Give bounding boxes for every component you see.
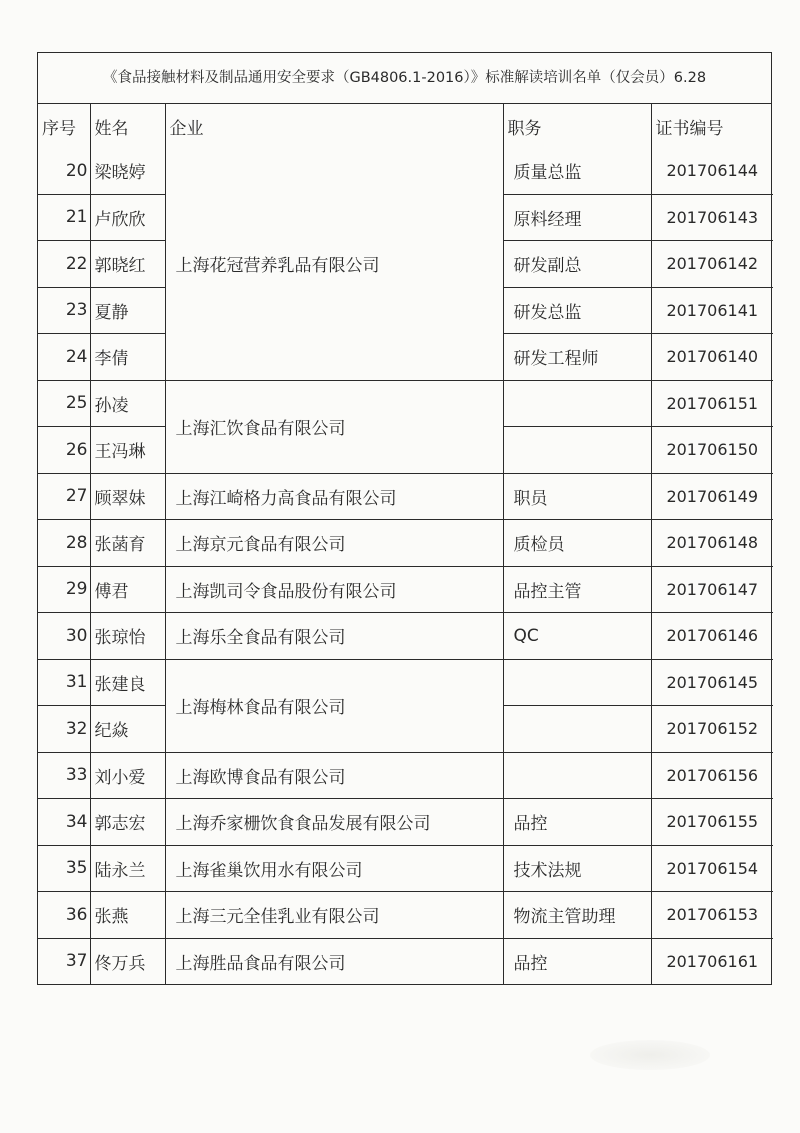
row-name: 卢欣欣 — [90, 194, 165, 241]
row-cert: 201706145 — [651, 659, 773, 706]
row-position: 质检员 — [503, 520, 651, 567]
header-company: 企业 — [165, 104, 503, 148]
row-company: 上海乐全食品有限公司 — [165, 613, 503, 660]
row-name: 郭晓红 — [90, 241, 165, 288]
table-row — [38, 799, 773, 846]
row-company: 上海雀巢饮用水有限公司 — [165, 845, 503, 892]
row-cert: 201706151 — [651, 380, 773, 427]
row-company: 上海梅林食品有限公司 — [165, 659, 503, 752]
row-position — [503, 427, 651, 474]
row-no: 36 — [38, 892, 90, 939]
faded-stamp-mark — [590, 1040, 710, 1070]
row-name: 傅君 — [90, 566, 165, 613]
row-name: 刘小爱 — [90, 752, 165, 799]
row-no: 29 — [38, 566, 90, 613]
table-row — [38, 892, 773, 939]
table-row — [38, 938, 773, 984]
header-position: 职务 — [503, 104, 651, 148]
row-cert: 201706150 — [651, 427, 773, 474]
row-cert: 201706153 — [651, 892, 773, 939]
row-name: 顾翠妹 — [90, 473, 165, 520]
row-company: 上海汇饮食品有限公司 — [165, 380, 503, 473]
row-no: 32 — [38, 706, 90, 753]
header-name: 姓名 — [90, 104, 165, 148]
row-no: 26 — [38, 427, 90, 474]
row-position — [503, 380, 651, 427]
row-name: 张燕 — [90, 892, 165, 939]
header-no: 序号 — [38, 104, 90, 148]
row-cert: 201706161 — [651, 938, 773, 984]
row-name: 张琼怡 — [90, 613, 165, 660]
row-cert: 201706146 — [651, 613, 773, 660]
row-cert: 201706149 — [651, 473, 773, 520]
row-company: 上海三元全佳乳业有限公司 — [165, 892, 503, 939]
table-row — [38, 148, 773, 194]
row-no: 24 — [38, 334, 90, 381]
row-cert: 201706141 — [651, 287, 773, 334]
row-no: 28 — [38, 520, 90, 567]
row-no: 22 — [38, 241, 90, 288]
table-row — [38, 520, 773, 567]
row-no: 30 — [38, 613, 90, 660]
row-position: 技术法规 — [503, 845, 651, 892]
table-row — [38, 566, 773, 613]
row-cert: 201706155 — [651, 799, 773, 846]
row-position: 原料经理 — [503, 194, 651, 241]
row-no: 27 — [38, 473, 90, 520]
row-position: 职员 — [503, 473, 651, 520]
row-name: 梁晓婷 — [90, 148, 165, 194]
row-position: 品控主管 — [503, 566, 651, 613]
row-cert: 201706147 — [651, 566, 773, 613]
row-name: 孙凌 — [90, 380, 165, 427]
row-position: 物流主管助理 — [503, 892, 651, 939]
training-roster — [37, 52, 772, 985]
row-position: 质量总监 — [503, 148, 651, 194]
row-cert: 201706140 — [651, 334, 773, 381]
row-no: 31 — [38, 659, 90, 706]
row-company: 上海京元食品有限公司 — [165, 520, 503, 567]
row-company: 上海欧博食品有限公司 — [165, 752, 503, 799]
row-position: 品控 — [503, 799, 651, 846]
table-row — [38, 473, 773, 520]
table-row — [38, 659, 773, 706]
table-row — [38, 613, 773, 660]
row-position: QC — [503, 613, 651, 660]
row-cert: 201706154 — [651, 845, 773, 892]
row-position: 品控 — [503, 938, 651, 984]
row-name: 夏静 — [90, 287, 165, 334]
row-no: 37 — [38, 938, 90, 984]
row-cert: 201706152 — [651, 706, 773, 753]
table-row — [38, 752, 773, 799]
row-no: 20 — [38, 148, 90, 194]
row-no: 25 — [38, 380, 90, 427]
row-cert: 201706156 — [651, 752, 773, 799]
row-no: 33 — [38, 752, 90, 799]
row-position: 研发总监 — [503, 287, 651, 334]
roster-table — [38, 104, 773, 984]
row-company: 上海胜品食品有限公司 — [165, 938, 503, 984]
row-cert: 201706142 — [651, 241, 773, 288]
row-no: 23 — [38, 287, 90, 334]
row-company: 上海凯司令食品股份有限公司 — [165, 566, 503, 613]
header-cert: 证书编号 — [651, 104, 773, 148]
row-position: 研发工程师 — [503, 334, 651, 381]
row-company: 上海乔家栅饮食食品发展有限公司 — [165, 799, 503, 846]
row-cert: 201706144 — [651, 148, 773, 194]
row-company: 上海江崎格力高食品有限公司 — [165, 473, 503, 520]
row-no: 21 — [38, 194, 90, 241]
row-no: 34 — [38, 799, 90, 846]
table-row — [38, 845, 773, 892]
table-row — [38, 380, 773, 427]
row-no: 35 — [38, 845, 90, 892]
header-row — [38, 104, 773, 148]
row-position — [503, 752, 651, 799]
row-position — [503, 706, 651, 753]
row-name: 陆永兰 — [90, 845, 165, 892]
row-name: 佟万兵 — [90, 938, 165, 984]
row-name: 张建良 — [90, 659, 165, 706]
row-company: 上海花冠营养乳品有限公司 — [165, 148, 503, 380]
row-cert: 201706143 — [651, 194, 773, 241]
row-position — [503, 659, 651, 706]
row-name: 郭志宏 — [90, 799, 165, 846]
row-name: 张菡育 — [90, 520, 165, 567]
row-name: 纪焱 — [90, 706, 165, 753]
row-name: 李倩 — [90, 334, 165, 381]
row-cert: 201706148 — [651, 520, 773, 567]
row-position: 研发副总 — [503, 241, 651, 288]
row-name: 王冯琳 — [90, 427, 165, 474]
document-title: 《食品接触材料及制品通用安全要求（GB4806.1-2016）》标准解读培训名单（仅会员）6.28 — [38, 53, 771, 104]
